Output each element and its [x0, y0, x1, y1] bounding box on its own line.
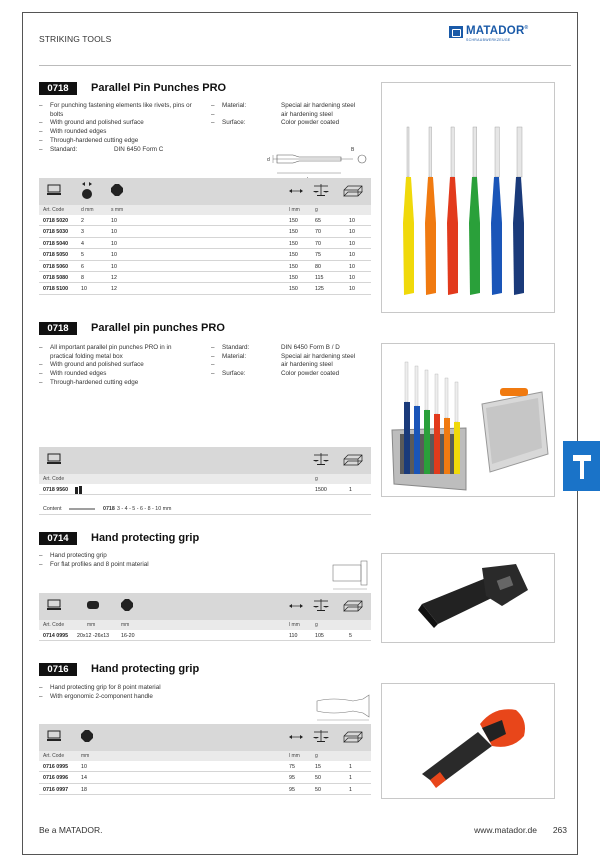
table-cell: 10	[349, 218, 355, 224]
table-row	[39, 772, 371, 783]
feature-list	[39, 102, 199, 154]
table-row	[39, 272, 371, 283]
matador-logo: MATADOR® SCHRAUBWERKZEUGE	[449, 26, 549, 44]
table-cell: 8	[81, 274, 84, 281]
article-code: 0718 5100	[43, 286, 69, 293]
table-cell: 18	[81, 786, 87, 793]
pin-punch	[447, 127, 458, 295]
table-cell: 10	[81, 764, 87, 770]
footer-url: www.matador.de	[474, 825, 537, 835]
feature-item: – With rounded edges	[39, 128, 199, 137]
table-cell: 150	[289, 263, 298, 270]
table-row	[39, 249, 371, 260]
grip-diagram	[313, 691, 377, 723]
page-number: 263	[552, 825, 567, 835]
matador-logo-icon	[449, 26, 463, 38]
table-row	[39, 784, 371, 795]
table-cell: 1	[349, 775, 352, 782]
pin-punch	[455, 382, 458, 422]
feature-list	[39, 684, 239, 701]
section-title: Hand protecting grip	[91, 663, 200, 675]
pin-punch-handle	[404, 402, 410, 474]
section-title: Parallel pin punches PRO	[91, 322, 225, 334]
table-cell: 14	[81, 775, 87, 782]
table-cell: 150	[289, 229, 298, 236]
length-icon	[289, 188, 303, 194]
table-cell: 50	[315, 786, 321, 793]
weight-scale-icon	[313, 453, 329, 465]
table-cell: 10	[349, 240, 355, 247]
length-icon	[289, 734, 303, 740]
table-cell: 6	[81, 263, 84, 270]
article-code: 0716 0996	[43, 775, 69, 782]
table-cell: 115	[315, 274, 324, 281]
standard-value: DIN 6450 Form C	[114, 145, 164, 153]
weight-scale-icon	[313, 730, 329, 742]
package-quantity-icon	[343, 453, 363, 467]
table-cell: 150	[289, 218, 298, 224]
pin-punch	[403, 127, 414, 295]
table-cell: 150	[289, 286, 298, 293]
section-title: Hand protecting grip	[91, 532, 200, 544]
pin-punch	[445, 378, 448, 418]
pin-punch-handle	[454, 422, 460, 474]
table-header-icons	[39, 178, 371, 205]
flat-profile-icon	[87, 601, 99, 609]
product-table: Art. Code g 0718 9560 1500 1	[39, 447, 371, 495]
pin-punch-handle	[414, 406, 420, 474]
article-code: 0718 5030	[43, 229, 69, 236]
table-cell: 15	[315, 764, 321, 770]
article-code-icon	[47, 184, 61, 196]
table-row	[39, 283, 371, 294]
table-cell: 75	[315, 252, 321, 259]
hand-grip-0714-image	[382, 554, 555, 643]
svg-text:B: B	[351, 147, 355, 153]
table-cell: 3	[81, 229, 84, 236]
article-code: 0716 0997	[43, 786, 69, 793]
table-cell: 10	[111, 252, 117, 259]
table-row: 0718 9560 1500 1	[39, 484, 371, 495]
feature-item: – With ergonomic 2-component handle	[39, 693, 239, 702]
table-row	[39, 215, 371, 226]
table-cell: 10	[111, 263, 117, 270]
svg-text:d: d	[267, 157, 270, 163]
table-cell: 50	[315, 775, 321, 782]
table-cell: 4	[81, 240, 84, 247]
spec-value: Color powder coated	[281, 119, 340, 127]
feature-item: – With ground and polished surface	[39, 361, 189, 370]
feature-item: – For punching fastening elements like rivets, pins or bolts	[39, 102, 199, 119]
table-cell: 150	[289, 240, 298, 247]
pin-punch-handle	[434, 414, 440, 474]
pin-punch-handle	[424, 410, 430, 474]
table-cell: 70	[315, 240, 321, 247]
article-code-icon	[47, 453, 61, 465]
product-photo-grip-0716	[381, 683, 555, 799]
table-body	[39, 761, 371, 795]
table-cell: 150	[289, 252, 298, 259]
table-column-headers: Art. Code d mm s mm l mm g	[39, 205, 371, 215]
feature-list	[39, 552, 239, 569]
table-row	[39, 226, 371, 237]
spec-row: – Standard: DIN 6450 Form B / D	[211, 344, 371, 353]
octagon-icon	[121, 599, 133, 611]
article-code: 0716 0995	[43, 764, 69, 770]
pin-punch	[513, 127, 524, 295]
feature-item: – All important parallel pin punches PRO in in practical folding metal box	[39, 344, 189, 361]
table-cell: 10	[111, 218, 117, 224]
spec-row: – Surface: Color powder coated	[211, 370, 371, 379]
pin-punch	[425, 127, 436, 295]
table-row	[39, 238, 371, 249]
grip-diagram	[323, 559, 373, 595]
pin-punch	[491, 127, 502, 295]
set-content-row: Content 0718 3 - 4 - 5 - 6 - 8 - 10 mm	[39, 503, 371, 515]
spec-value: Special air hardening steel	[281, 102, 356, 109]
article-code: 0718 5020	[43, 218, 69, 224]
table-cell: 95	[289, 786, 295, 793]
spec-list: – Standard: DIN 6450 Form B / D – Material: Special air hardening steel – air hardening steel – Surface: Color powder coated	[211, 344, 371, 379]
table-row	[39, 261, 371, 272]
feature-item: – Hand protecting grip	[39, 552, 239, 561]
spec-row	[211, 119, 371, 128]
brand-name: MATADOR	[466, 25, 525, 37]
brand-subtitle: SCHRAUBWERKZEUGE	[466, 38, 511, 42]
section-title: Parallel Pin Punches PRO	[91, 82, 227, 94]
length-icon	[289, 603, 303, 609]
product-table: Art. Code mm mm l mm g 0714 0995 20x12 -26x13 16-20 110 105 5	[39, 593, 371, 641]
article-code-icon	[47, 730, 61, 742]
table-cell: 150	[289, 274, 298, 281]
table-cell: 125	[315, 286, 324, 293]
octagon-icon	[81, 730, 93, 742]
package-quantity-icon	[343, 184, 363, 198]
pin-punch	[405, 362, 408, 402]
table-cell: 80	[315, 263, 321, 270]
table-body	[39, 215, 371, 295]
table-cell: 70	[315, 229, 321, 236]
spec-list: – Material: Special air hardening steel – air hardening steel – Surface: Color powder coated	[211, 102, 371, 128]
footer-slogan: Be a MATADOR.	[39, 825, 103, 835]
article-code-icon	[47, 599, 61, 611]
punch-set-box-image	[382, 344, 555, 497]
package-quantity-icon	[343, 730, 363, 744]
table-cell: 10	[349, 229, 355, 236]
feature-item	[39, 146, 199, 155]
pin-punch-handle	[444, 418, 450, 474]
product-photo-pin-punches	[381, 82, 555, 313]
pin-punch	[435, 374, 438, 414]
diameter-icon	[81, 181, 93, 201]
table-cell: 10	[111, 229, 117, 236]
section-code-badge: 0714	[39, 532, 77, 545]
divider	[39, 65, 571, 66]
table-cell: 10	[111, 240, 117, 247]
table-cell: 95	[289, 775, 295, 782]
table-cell: 1	[349, 764, 352, 770]
table-cell: 10	[349, 274, 355, 281]
table-cell: 12	[111, 274, 117, 281]
hand-grip-0716-image	[382, 684, 555, 799]
pin-punches-image	[382, 83, 555, 313]
section-code-badge: 0716	[39, 663, 77, 676]
product-photo-punch-set	[381, 343, 555, 497]
weight-scale-icon	[313, 599, 329, 611]
octagon-icon	[111, 184, 123, 196]
feature-item: – For flat profiles and 8 point material	[39, 561, 239, 570]
pin-punch	[469, 127, 480, 295]
page-category-title: STRIKING TOOLS	[39, 34, 112, 44]
spec-row: – Material: Special air hardening steel	[211, 353, 371, 362]
weight-scale-icon	[313, 184, 329, 196]
spec-key: – Surface:	[211, 119, 281, 128]
feature-item: – With ground and polished surface	[39, 119, 199, 128]
feature-item: – With rounded edges	[39, 370, 189, 379]
article-code: 0718 5050	[43, 252, 69, 259]
catalog-page	[22, 12, 578, 855]
table-cell: 5	[81, 252, 84, 259]
spec-row	[211, 102, 371, 111]
article-code: 0718 5040	[43, 240, 69, 247]
feature-item: – Hand protecting grip for 8 point material	[39, 684, 239, 693]
package-quantity-icon	[343, 599, 363, 613]
table-cell: 10	[349, 286, 355, 293]
standard-label: – Standard:	[50, 145, 78, 153]
punch-mini-icon	[69, 507, 95, 511]
table-row: 0714 0995 20x12 -26x13 16-20 110 105 5	[39, 630, 371, 641]
feature-list	[39, 344, 189, 388]
box-set-icon	[75, 486, 83, 494]
table-row	[39, 761, 371, 772]
hammer-icon	[563, 441, 600, 491]
chapter-tab-hammer	[563, 441, 600, 491]
product-table	[39, 178, 371, 295]
table-cell: 65	[315, 218, 321, 224]
product-table: Art. Code mm l mm g 0716 0995 10 75 15 1 0716 0996 14 95 50 1 0716 0997 18 95 50 1	[39, 724, 371, 795]
section-code-badge: 0718	[39, 82, 77, 95]
table-cell: 10	[349, 263, 355, 270]
pin-punch	[415, 366, 418, 406]
feature-item: – Through-hardened cutting edge	[39, 137, 199, 146]
table-cell: 75	[289, 764, 295, 770]
table-cell: 10	[81, 286, 87, 293]
table-cell: 12	[111, 286, 117, 293]
table-cell: 1	[349, 786, 352, 793]
section-code-badge: 0718	[39, 322, 77, 335]
article-code: 0718 5060	[43, 263, 69, 270]
table-cell: 10	[349, 252, 355, 259]
table-cell: 2	[81, 218, 84, 224]
spec-key: – Material:	[211, 102, 281, 111]
product-photo-grip-0714	[381, 553, 555, 643]
feature-item: – Through-hardened cutting edge	[39, 379, 189, 388]
article-code: 0718 5080	[43, 274, 69, 281]
pin-punch	[425, 370, 428, 410]
